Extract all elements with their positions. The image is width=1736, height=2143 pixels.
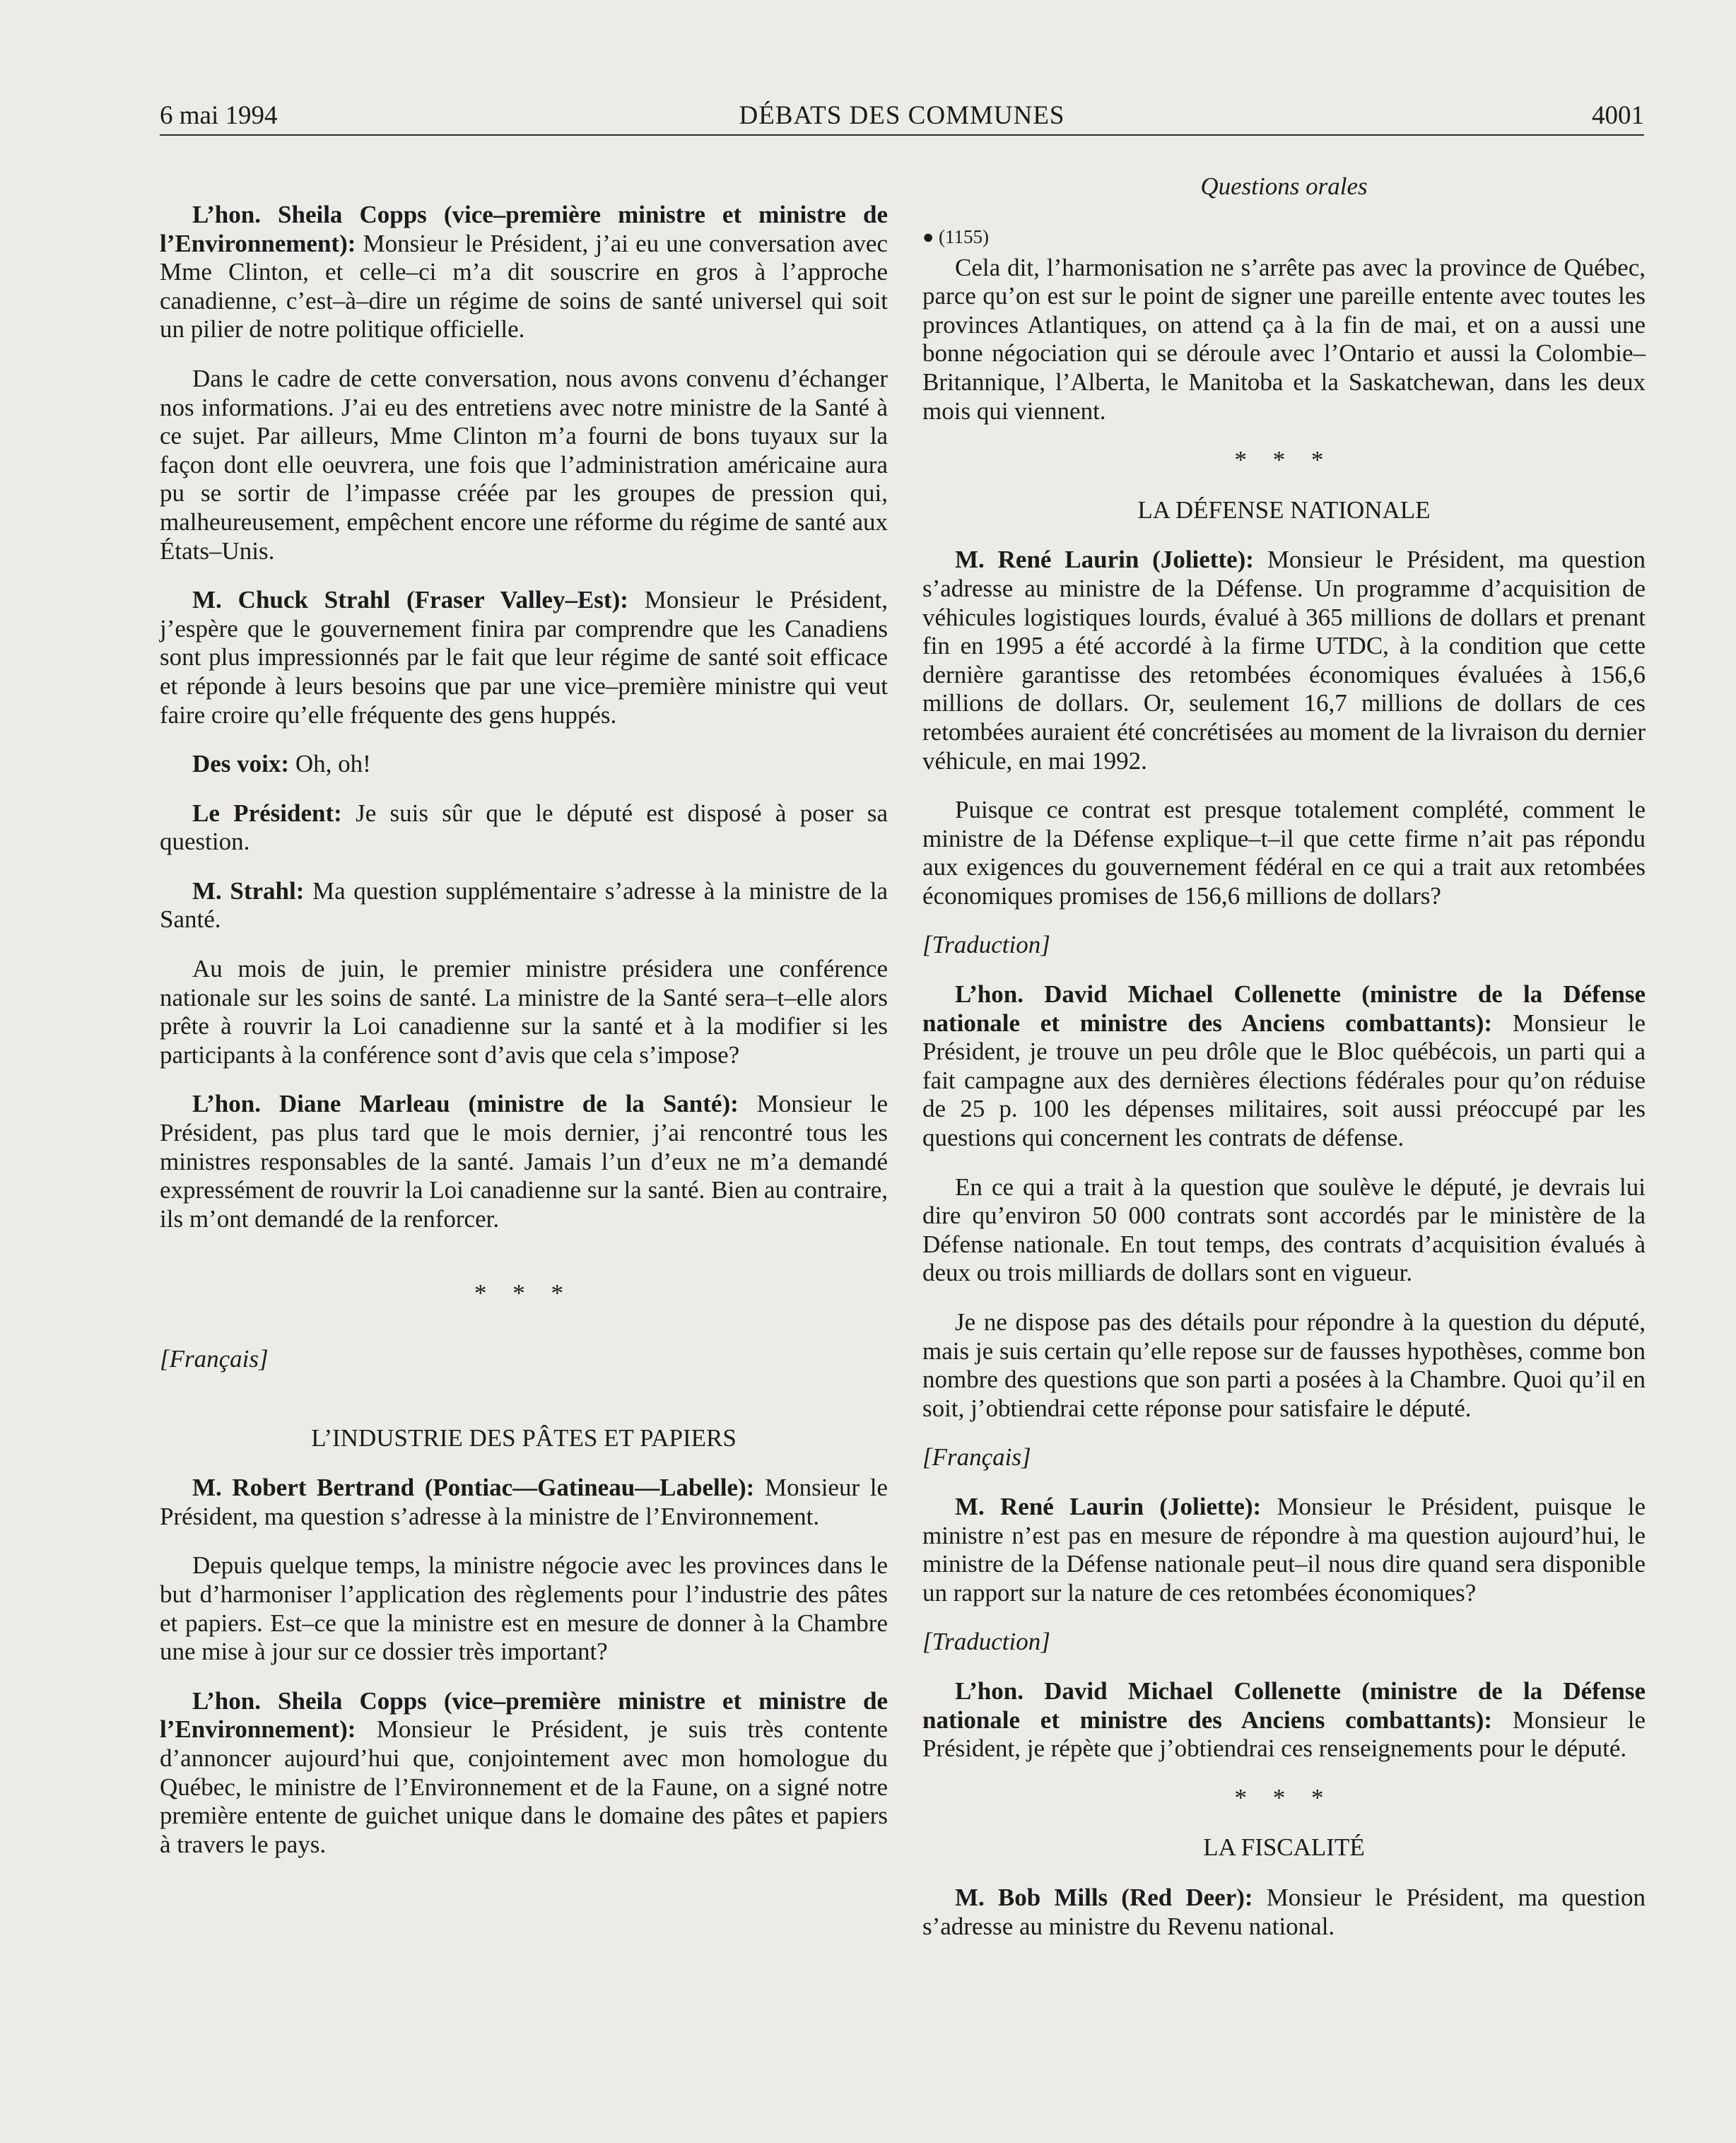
section-heading: LA DÉFENSE NATIONALE (1137, 495, 1431, 524)
section-separator: * * * (474, 1279, 573, 1308)
paragraph (160, 955, 888, 1069)
paragraph-text: Monsieur le Président, puisque le ministre n’est pas en mesure de répondre à ma question aujourd’hui, le ministre de la Défense nationale peut–il nous dire quand sera disponible un rapport sur la nature de ces retombées économiques? (922, 1492, 1646, 1607)
speaker-name: M. Strahl: (192, 876, 305, 905)
paragraph-text: Cela dit, l’harmonisation ne s’arrête pas avec la province de Québec, parce qu’on est sur le point de signer une pareille entente avec toutes les provinces Atlantiques, on attend ça à la fin de mai, et on a aussi une bonne négociation qui se déroule avec l’Ontario et aussi la Colombie–Britannique, l’Alberta, le Manitoba et la Saskatchewan, dans les deux mois qui viennent. (922, 253, 1646, 425)
paragraph (922, 1677, 1646, 1763)
paragraph-text: Depuis quelque temps, la ministre négocie avec les provinces dans le but d’harmoniser l’application des règlements pour l’industrie des pâtes et papiers. Est–ce que la ministre est en mesure de donner à la Chambre une mise à jour sur ce dossier très important? (160, 1551, 888, 1666)
language-tag: [Français] (160, 1345, 269, 1373)
speaker-name: L’hon. Sheila Copps (vice–première ministre et ministre de l’Environnement): (160, 201, 888, 257)
speaker-name: M. René Laurin (Joliette): (955, 1492, 1262, 1520)
speaker-name: L’hon. David Michael Collenette (ministre de la Défense nationale et ministre des Anciens combattants): (922, 1677, 1646, 1734)
paragraph (160, 1090, 888, 1233)
paragraph-text: Oh, oh! (289, 750, 371, 778)
time-marker: ● (1155) (922, 225, 990, 247)
paragraph (160, 1474, 888, 1531)
speaker-name: Des voix: (192, 750, 290, 778)
paragraph (160, 1551, 888, 1666)
paragraph (160, 586, 888, 729)
paragraph-text: Ma question supplémentaire s’adresse à la ministre de la Santé. (160, 876, 888, 934)
speaker-name: M. Chuck Strahl (Fraser Valley–Est): (192, 586, 628, 614)
paragraph (922, 1884, 1646, 1941)
paragraph (922, 546, 1646, 775)
language-tag: [Traduction] (922, 1628, 1050, 1656)
paragraph (922, 254, 1646, 426)
paragraph (160, 799, 888, 857)
section-separator: * * * (1234, 1783, 1334, 1812)
paragraph-text: Monsieur le Président, pas plus tard que le mois dernier, j’ai rencontré tous les ministres responsables de la santé. Jamais l’un d’eux ne m’a demandé expressément de rouvrir la Loi canadienne sur la santé. Bien au contraire, ils m’ont demandé de la renforcer. (160, 1090, 888, 1233)
page-number: 4001 (1592, 101, 1644, 130)
speaker-name: M. Robert Bertrand (Pontiac—Gatineau—Labelle): (192, 1474, 755, 1502)
language-tag: [Français] (922, 1443, 1031, 1472)
page-header (160, 98, 1644, 136)
header-date: 6 mai 1994 (160, 101, 278, 130)
left-column (160, 201, 888, 1879)
paragraph-text: Au mois de juin, le premier ministre présidera une conférence nationale sur les soins de santé. La ministre de la Santé sera–t–elle alors prête à rouvrir la Loi canadienne sur la santé et à la modifier si les participants à la conférence sont d’avis que cela s’impose? (160, 955, 888, 1069)
section-heading: L’INDUSTRIE DES PÂTES ET PAPIERS (311, 1423, 737, 1452)
paragraph (160, 201, 888, 344)
paragraph-text: Je suis sûr que le député est disposé à poser sa question. (160, 799, 888, 856)
paragraph (922, 1173, 1646, 1288)
right-column (922, 172, 1646, 1961)
paragraph-text: Monsieur le Président, j’espère que le gouvernement finira par comprendre que les Canadiens sont plus impressionnés par le fait que leur régime de santé soit efficace et réponde à leurs besoins que par une vice–première ministre qui veut faire croire qu’elle fréquente des gens huppés. (160, 586, 888, 729)
speaker-name: Le Président: (192, 799, 342, 827)
paragraph (922, 796, 1646, 910)
paragraph-text: Monsieur le Président, je trouve un peu drôle que le Bloc québécois, un parti qui a fait campagne aux des dernières élections fédérales pour qu’on réduise de 25 p. 100 les dépenses militaires, soit aussi préoccupé par les questions qui concernent les contrats de défense. (922, 1009, 1646, 1152)
language-tag: [Traduction] (922, 931, 1050, 959)
paragraph (160, 365, 888, 565)
speaker-name: L’hon. Diane Marleau (ministre de la Santé): (192, 1090, 739, 1118)
section-heading: LA FISCALITÉ (1203, 1833, 1365, 1862)
speaker-name: L’hon. Sheila Copps (vice–première ministre et ministre de l’Environnement): (160, 1686, 888, 1744)
paragraph-text: Monsieur le Président, ma question s’adresse à la ministre de l’Environnement. (160, 1474, 888, 1530)
paragraph-text: En ce qui a trait à la question que soulève le député, je devrais lui dire qu’environ 50 000 contrats sont accordés par le ministère de la Défense nationale. En tout temps, des contrats d’acquisition évalués à deux ou trois milliards de dollars sont en vigueur. (922, 1173, 1646, 1287)
paragraph-text: Monsieur le Président, je suis très contente d’annoncer aujourd’hui que, conjointement avec mon homologue du Québec, le ministre de l’Environnement et de la Faune, on a signé notre première entente de guichet unique dans le domaine des pâtes et papiers à travers le pays. (160, 1715, 888, 1858)
paragraph (160, 750, 888, 779)
speaker-name: M. Bob Mills (Red Deer): (955, 1883, 1253, 1911)
paragraph (922, 1308, 1646, 1423)
paragraph (922, 980, 1646, 1153)
paragraph-text: Monsieur le Président, j’ai eu une conversation avec Mme Clinton, et celle–ci m’a dit souscrire en gros à l’approche canadienne, c’est–à–dire un régime de soins de santé universel qui soit un pilier de notre politique officielle. (160, 229, 888, 344)
running-subheading: Questions orales (1200, 172, 1368, 200)
speaker-name: M. René Laurin (Joliette): (955, 546, 1254, 574)
paragraph-text: Je ne dispose pas des détails pour répondre à la question du député, mais je suis certain qu’elle repose sur de fausses hypothèses, comme bon nombre des questions que son parti a posées à la Chambre. Quoi qu’il en soit, j’obtiendrai cette réponse pour satisfaire le député. (922, 1308, 1646, 1422)
paragraph-text: Monsieur le Président, ma question s’adresse au ministre de la Défense. Un programme d’acquisition de véhicules logistiques lourds, évalué à 365 millions de dollars et prenant fin en 1995 a été accordé à la firme UTDC, à la condition que cette dernière garantisse des retombées économiques évaluées à 156,6 millions de dollars. Or, seulement 16,7 millions de dollars de ces retombées auraient été concrétisées au moment de la livraison du dernier véhicule, en mai 1992. (922, 546, 1646, 775)
paragraph-text: Monsieur le Président, ma question s’adresse au ministre du Revenu national. (922, 1883, 1646, 1940)
paragraph (160, 877, 888, 934)
paragraph-text: Puisque ce contrat est presque totalement complété, comment le ministre de la Défense explique–t–il que cette firme n’ait pas répondu aux exigences du gouvernement fédéral en ce qui a trait aux retombées économiques promises de 156,6 millions de dollars? (922, 796, 1646, 910)
section-separator: * * * (1234, 446, 1334, 474)
header-title: DÉBATS DES COMMUNES (739, 101, 1065, 130)
paragraph (922, 1493, 1646, 1607)
speaker-name: L’hon. David Michael Collenette (ministre de la Défense nationale et ministre des Anciens combattants): (922, 980, 1646, 1037)
paragraph-text: Monsieur le Président, je répète que j’obtiendrai ces renseignements pour le député. (922, 1705, 1646, 1763)
paragraph-text: Dans le cadre de cette conversation, nous avons convenu d’échanger nos informations. J’ai eu des entretiens avec notre ministre de la Santé à ce sujet. Par ailleurs, Mme Clinton m’a fourni de bons tuyaux sur la façon dont elle oeuvrera, une fois que l’administration américaine aura pu se sortir de l’impasse créée par les groupes de pression qui, malheureusement, empêchent encore une réforme du régime de santé aux États–Unis. (160, 364, 888, 565)
paragraph (160, 1687, 888, 1860)
